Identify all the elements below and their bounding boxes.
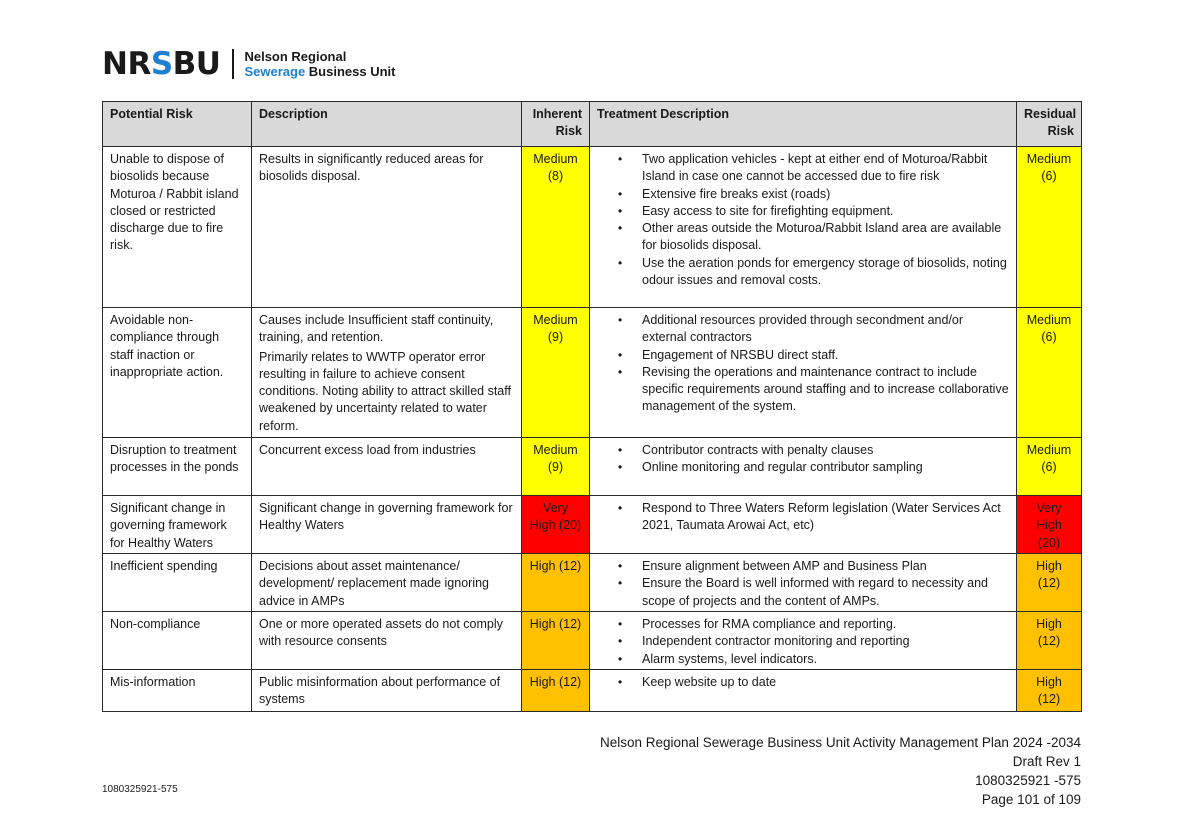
footer-page-number: Page 101 of 109 [981, 792, 1081, 807]
treatment-cell [590, 147, 1017, 308]
residual-risk-cell [1017, 308, 1082, 438]
description-cell [252, 308, 522, 438]
residual-risk-cell [1017, 612, 1082, 670]
inherent-risk-cell [522, 308, 590, 438]
inherent-risk-rating: Very High (20) [529, 501, 582, 533]
footer-doc-number: 1080325921 -575 [975, 773, 1081, 788]
table-header-row [103, 102, 1082, 147]
treatment-cell [590, 554, 1017, 612]
header-residual-risk: Residual Risk [1017, 102, 1082, 147]
footer-draft: Draft Rev 1 [1012, 754, 1081, 769]
treatment-item: • Engagement of NRSBU direct staff. [642, 347, 1009, 364]
potential-risk-cell: Unable to dispose of biosolids because Moturoa / Rabbit island closed or restricted discharge due to fire risk. [103, 147, 252, 308]
inherent-risk-cell [522, 669, 590, 711]
header-potential-risk: Potential Risk [103, 102, 252, 147]
potential-risk-cell: Avoidable non-compliance through staff inaction or inappropriate action. [103, 308, 252, 438]
potential-risk-cell: Inefficient spending [103, 554, 252, 612]
treatment-list [597, 500, 1009, 535]
header-inherent-risk: Inherent Risk [522, 102, 590, 147]
treatment-cell [590, 496, 1017, 554]
inherent-risk-cell [522, 147, 590, 308]
description-cell [252, 669, 522, 711]
inherent-risk-rating: Medium (9) [533, 313, 578, 345]
description-paragraph: Decisions about asset maintenance/ development/ replacement made ignoring advice in AMPs [259, 559, 489, 608]
residual-risk-rating: Medium (6) [1026, 443, 1072, 475]
treatment-item: • Two application vehicles - kept at either end of Moturoa/Rabbit Island in case one cannot be accessed due to fire risk [642, 151, 1009, 186]
treatment-list [597, 616, 1009, 668]
description-cell [252, 554, 522, 612]
residual-risk-cell [1017, 438, 1082, 496]
treatment-list [597, 674, 1009, 691]
treatment-list [597, 312, 1009, 416]
description-cell [252, 438, 522, 496]
residual-risk-rating: Medium (6) [1026, 152, 1072, 184]
residual-risk-cell [1017, 496, 1082, 554]
description-paragraph: Concurrent excess load from industries [259, 443, 476, 457]
table-row [103, 496, 1082, 554]
residual-risk-rating: Medium (6) [1026, 313, 1072, 345]
treatment-item: • Ensure alignment between AMP and Business Plan [642, 558, 1009, 575]
description-cell [252, 147, 522, 308]
table-row [103, 308, 1082, 438]
inherent-risk-cell [522, 496, 590, 554]
residual-risk-cell [1017, 669, 1082, 711]
treatment-item: • Contributor contracts with penalty clauses [642, 442, 1009, 459]
treatment-item: • Extensive fire breaks exist (roads) [642, 186, 1009, 203]
header-description: Description [252, 102, 522, 147]
nrsbu-logo [102, 46, 395, 82]
inherent-risk-rating: High (12) [529, 617, 582, 631]
treatment-cell [590, 612, 1017, 670]
table-row [103, 669, 1082, 711]
treatment-cell [590, 438, 1017, 496]
treatment-item: • Other areas outside the Moturoa/Rabbit Island area are available for biosolids disposal. [642, 220, 1009, 255]
footer-document-title: Nelson Regional Sewerage Business Unit Activity Management Plan 2024 -2034 [599, 735, 1081, 750]
potential-risk-cell: Non-compliance [103, 612, 252, 670]
residual-risk-rating: High (12) [1036, 617, 1062, 649]
potential-risk-cell: Disruption to treatment processes in the ponds [103, 438, 252, 496]
description-cell [252, 496, 522, 554]
table-row [103, 147, 1082, 308]
inherent-risk-cell [522, 554, 590, 612]
treatment-cell [590, 669, 1017, 711]
residual-risk-cell [1017, 147, 1082, 308]
treatment-list [597, 442, 1009, 477]
treatment-item: • Easy access to site for firefighting equipment. [642, 203, 1009, 220]
description-paragraph: Primarily relates to WWTP operator error resulting in failure to achieve consent conditions. Noting ability to attract skilled staff weakened by uncertainty related to water reform. [259, 349, 511, 433]
inherent-risk-rating: Medium (8) [533, 152, 578, 184]
treatment-item: • Processes for RMA compliance and reporting. [642, 616, 1009, 633]
treatment-item: • Ensure the Board is well informed with regard to necessity and scope of projects and the content of AMPs. [642, 575, 1009, 610]
treatment-item: • Respond to Three Waters Reform legislation (Water Services Act 2021, Taumata Arowai Act, etc) [642, 500, 1009, 535]
logo-text: Nelson Regional Sewerage Business Unit [244, 49, 396, 79]
potential-risk-cell: Significant change in governing framework for Healthy Waters [103, 496, 252, 554]
description-paragraph: One or more operated assets do not comply with resource consents [259, 617, 503, 649]
residual-risk-rating: High (12) [1036, 559, 1062, 591]
residual-risk-cell [1017, 554, 1082, 612]
treatment-item: • Additional resources provided through secondment and/or external contractors [642, 312, 1009, 347]
description-paragraph: Results in significantly reduced areas for biosolids disposal. [259, 152, 484, 184]
inherent-risk-rating: High (12) [529, 674, 582, 689]
treatment-item: • Independent contractor monitoring and reporting [642, 633, 1009, 650]
treatment-cell [590, 308, 1017, 438]
footer-left-id: 1080325921-575 [102, 784, 178, 795]
page-footer [600, 733, 1081, 809]
residual-risk-rating: Very High (20) [1036, 501, 1062, 550]
description-cell [252, 612, 522, 670]
description-paragraph: Causes include Insufficient staff continuity, training, and retention. [259, 313, 494, 345]
table-row [103, 438, 1082, 496]
inherent-risk-rating: High (12) [529, 559, 582, 573]
inherent-risk-rating: Medium (9) [533, 443, 578, 475]
treatment-item: • Use the aeration ponds for emergency storage of biosolids, noting odour issues and removal costs. [642, 255, 1009, 290]
treatment-list [597, 558, 1009, 610]
treatment-item: • Keep website up to date [642, 674, 1009, 691]
treatment-item: • Online monitoring and regular contributor sampling [642, 459, 1009, 476]
description-paragraph: Significant change in governing framework for Healthy Waters [259, 501, 513, 533]
residual-risk-rating: High (12) [1036, 674, 1062, 707]
inherent-risk-cell [522, 438, 590, 496]
inherent-risk-cell [522, 612, 590, 670]
table-row [103, 554, 1082, 612]
potential-risk-cell: Mis-information [103, 669, 252, 711]
logo-mark: NRSBU [102, 45, 221, 82]
header-treatment-description: Treatment Description [590, 102, 1017, 147]
description-paragraph: Public misinformation about performance of systems [259, 674, 501, 707]
treatment-list [597, 151, 1009, 289]
treatment-item: • Alarm systems, level indicators. [642, 651, 1009, 668]
risk-table [102, 101, 1082, 712]
logo-divider [232, 49, 234, 79]
treatment-item: • Revising the operations and maintenance contract to include specific requirements around staffing and to increase collaborative management of the system. [642, 364, 1009, 416]
table-row [103, 612, 1082, 670]
